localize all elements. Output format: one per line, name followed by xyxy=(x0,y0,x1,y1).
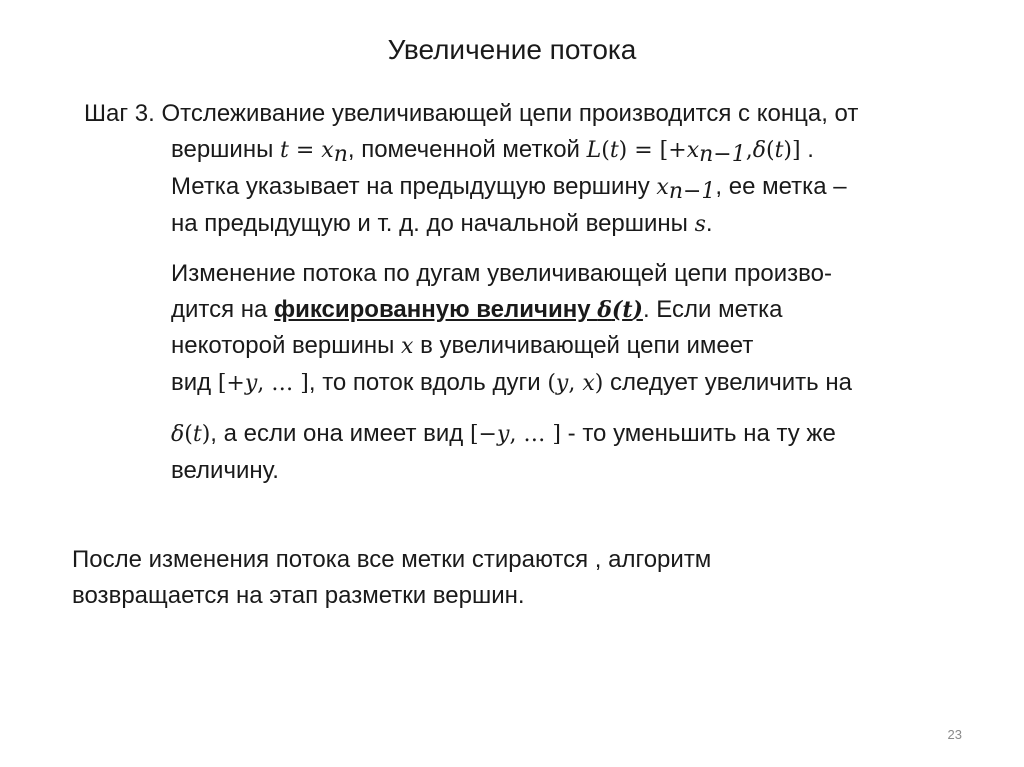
decrease-paragraph: δ(t), а если она имеет вид [−y, … ] - то уменьшить на ту же величину. xyxy=(171,420,836,484)
labels-erased-paragraph: После изменения потока все метки стираются , алгоритм возвращается на этап разметки вершин. xyxy=(72,546,712,609)
page-number: 23 xyxy=(947,727,962,742)
step-line-1: Шаг 3. Отслеживание увеличивающей цепи производится с конца, от xyxy=(84,100,859,127)
step-3-paragraph xyxy=(84,96,984,243)
flow-change-paragraph: Изменение потока по дугам увеличивающей цепи произво- дится на фиксированную величину δ(t). Если метка некоторой вершины x в увеличивающей цепи имеет вид [+y, … ], то поток вдоль дуги (y, x) следует увеличить на xyxy=(171,260,852,396)
step-line-4: на предыдущую и т. д. до начальной вершины s. xyxy=(171,210,713,237)
step-line-2: вершины $t = x_n$, помеченной меткой $L(t) = [+x_{n-1},\delta(t)]$ . xyxy=(171,136,814,167)
slide-title: Увеличение потока xyxy=(387,34,637,65)
fixed-value-term: фиксированную величину δ(t) xyxy=(274,296,643,323)
step-line-3: Метка указывает на предыдущую вершину $x_{n-1}$, ее метка – xyxy=(171,173,847,204)
